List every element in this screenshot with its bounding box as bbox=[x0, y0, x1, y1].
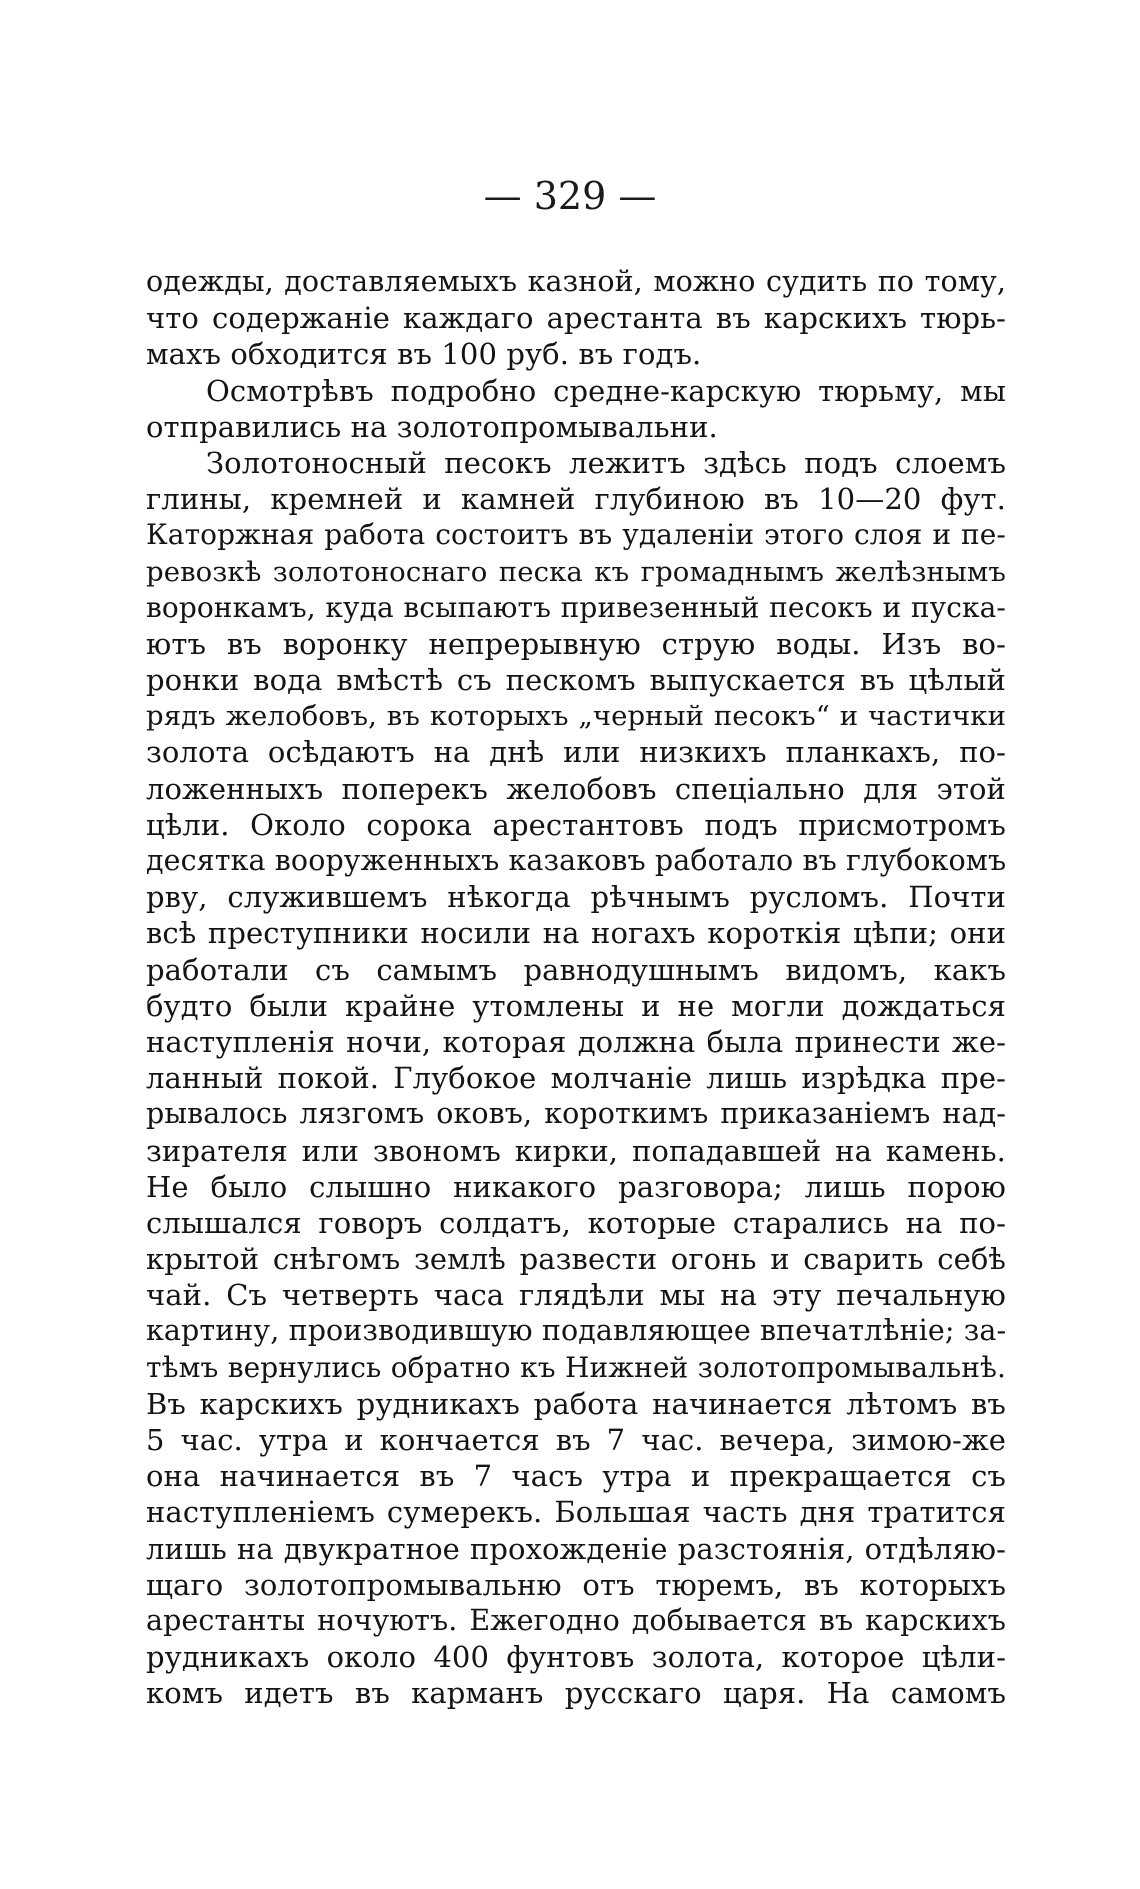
text-line: Не было слышно никакого разговора; лишь порою bbox=[146, 1169, 1006, 1204]
text-line: 5 час. утра и кончается въ 7 час. вечера, зимою-же bbox=[146, 1423, 1006, 1457]
text-line: махъ обходится въ 100 руб. въ годъ. bbox=[146, 337, 702, 372]
text-line: тѣмъ вернулись обратно къ Нижней золотопромывальнѣ. bbox=[146, 1350, 1006, 1384]
text-line: зирателя или звономъ кирки, попадавшей на камень. bbox=[146, 1133, 1006, 1168]
text-line: цѣли. Около сорока арестантовъ подъ присмотромъ bbox=[146, 807, 1006, 842]
text-line: лишь на двукратное прохожденіе разстоянія, отдѣляю- bbox=[146, 1531, 1006, 1566]
text-line: всѣ преступники носили на ногахъ короткія цѣпи; они bbox=[146, 916, 1006, 951]
text-line: работали съ самымъ равнодушнымъ видомъ, какъ bbox=[146, 952, 1006, 987]
text-line: картину, производившую подавляющее впечатлѣніе; за- bbox=[146, 1314, 1007, 1348]
text-line: Осмотрѣвъ подробно средне-карскую тюрьму, мы bbox=[206, 373, 1006, 408]
body-text bbox=[146, 264, 1006, 1712]
text-line: арестанты ночуютъ. Ежегодно добывается въ карскихъ bbox=[146, 1603, 1006, 1637]
text-line: что содержаніе каждаго арестанта въ карскихъ тюрь- bbox=[146, 301, 1006, 336]
text-line: золота осѣдаютъ на днѣ или низкихъ планкахъ, по- bbox=[146, 735, 1006, 770]
text-line: комъ идетъ въ карманъ русскаго царя. На самомъ bbox=[146, 1676, 1006, 1711]
text-line: рудникахъ около 400 фунтовъ золота, которое цѣли- bbox=[146, 1640, 1006, 1675]
text-line: воронкамъ, куда всыпаютъ привезенный песокъ и пуска- bbox=[146, 590, 1006, 624]
text-line: Каторжная работа состоитъ въ удаленіи этого слоя и пе- bbox=[146, 518, 1006, 552]
text-line: ютъ въ воронку непрерывную струю воды. Изъ во- bbox=[146, 626, 1006, 661]
text-line: крытой снѣгомъ землѣ развести огонь и сварить себѣ bbox=[146, 1242, 1006, 1277]
text-line: рядъ желобовъ, въ которыхъ „черный песокъ“ и частички bbox=[146, 700, 1006, 733]
text-line: ронки вода вмѣстѣ съ пескомъ выпускается въ цѣлый bbox=[146, 663, 1006, 698]
text-line: ревозкѣ золотоноснаго песка къ громаднымъ желѣзнымъ bbox=[146, 555, 1006, 588]
text-line: слышался говоръ солдатъ, которые старались на по- bbox=[146, 1205, 1006, 1240]
text-line: одежды, доставляемыхъ казной, можно судить по тому, bbox=[146, 265, 1006, 298]
text-line: чай. Съ четверть часа глядѣли мы на эту печальную bbox=[146, 1278, 1006, 1313]
text-line: глины, кремней и камней глубиною въ 10—20 фут. bbox=[146, 482, 1006, 517]
text-line: ланный покой. Глубокое молчаніе лишь изрѣдка пре- bbox=[146, 1061, 1006, 1096]
text-line: рывалось лязгомъ оковъ, короткимъ приказаніемъ над- bbox=[146, 1097, 1006, 1131]
text-line: Въ карскихъ рудникахъ работа начинается лѣтомъ въ bbox=[146, 1386, 1006, 1421]
text-line: Золотоносный песокъ лежитъ здѣсь подъ слоемъ bbox=[206, 445, 1006, 480]
text-line: десятка вооруженныхъ казаковъ работало въ глубокомъ bbox=[146, 844, 1007, 877]
text-line: отправились на золотопромывальни. bbox=[146, 409, 718, 444]
text-line: будто были крайне утомлены и не могли дождаться bbox=[146, 988, 1006, 1023]
text-line: щаго золотопромывальню отъ тюремъ, въ которыхъ bbox=[146, 1567, 1006, 1602]
text-line: рву, служившемъ нѣкогда рѣчнымъ русломъ. Почти bbox=[146, 880, 1006, 915]
text-line: наступленія ночи, которая должна была принести же- bbox=[146, 1024, 1006, 1059]
text-line: ложенныхъ поперекъ желобовъ спеціально для этой bbox=[146, 771, 1006, 806]
text-line: наступленіемъ сумерекъ. Большая часть дня тратится bbox=[146, 1495, 1006, 1530]
text-line: она начинается въ 7 часъ утра и прекращается съ bbox=[146, 1459, 1006, 1494]
page-number: — 329 — bbox=[483, 174, 657, 218]
